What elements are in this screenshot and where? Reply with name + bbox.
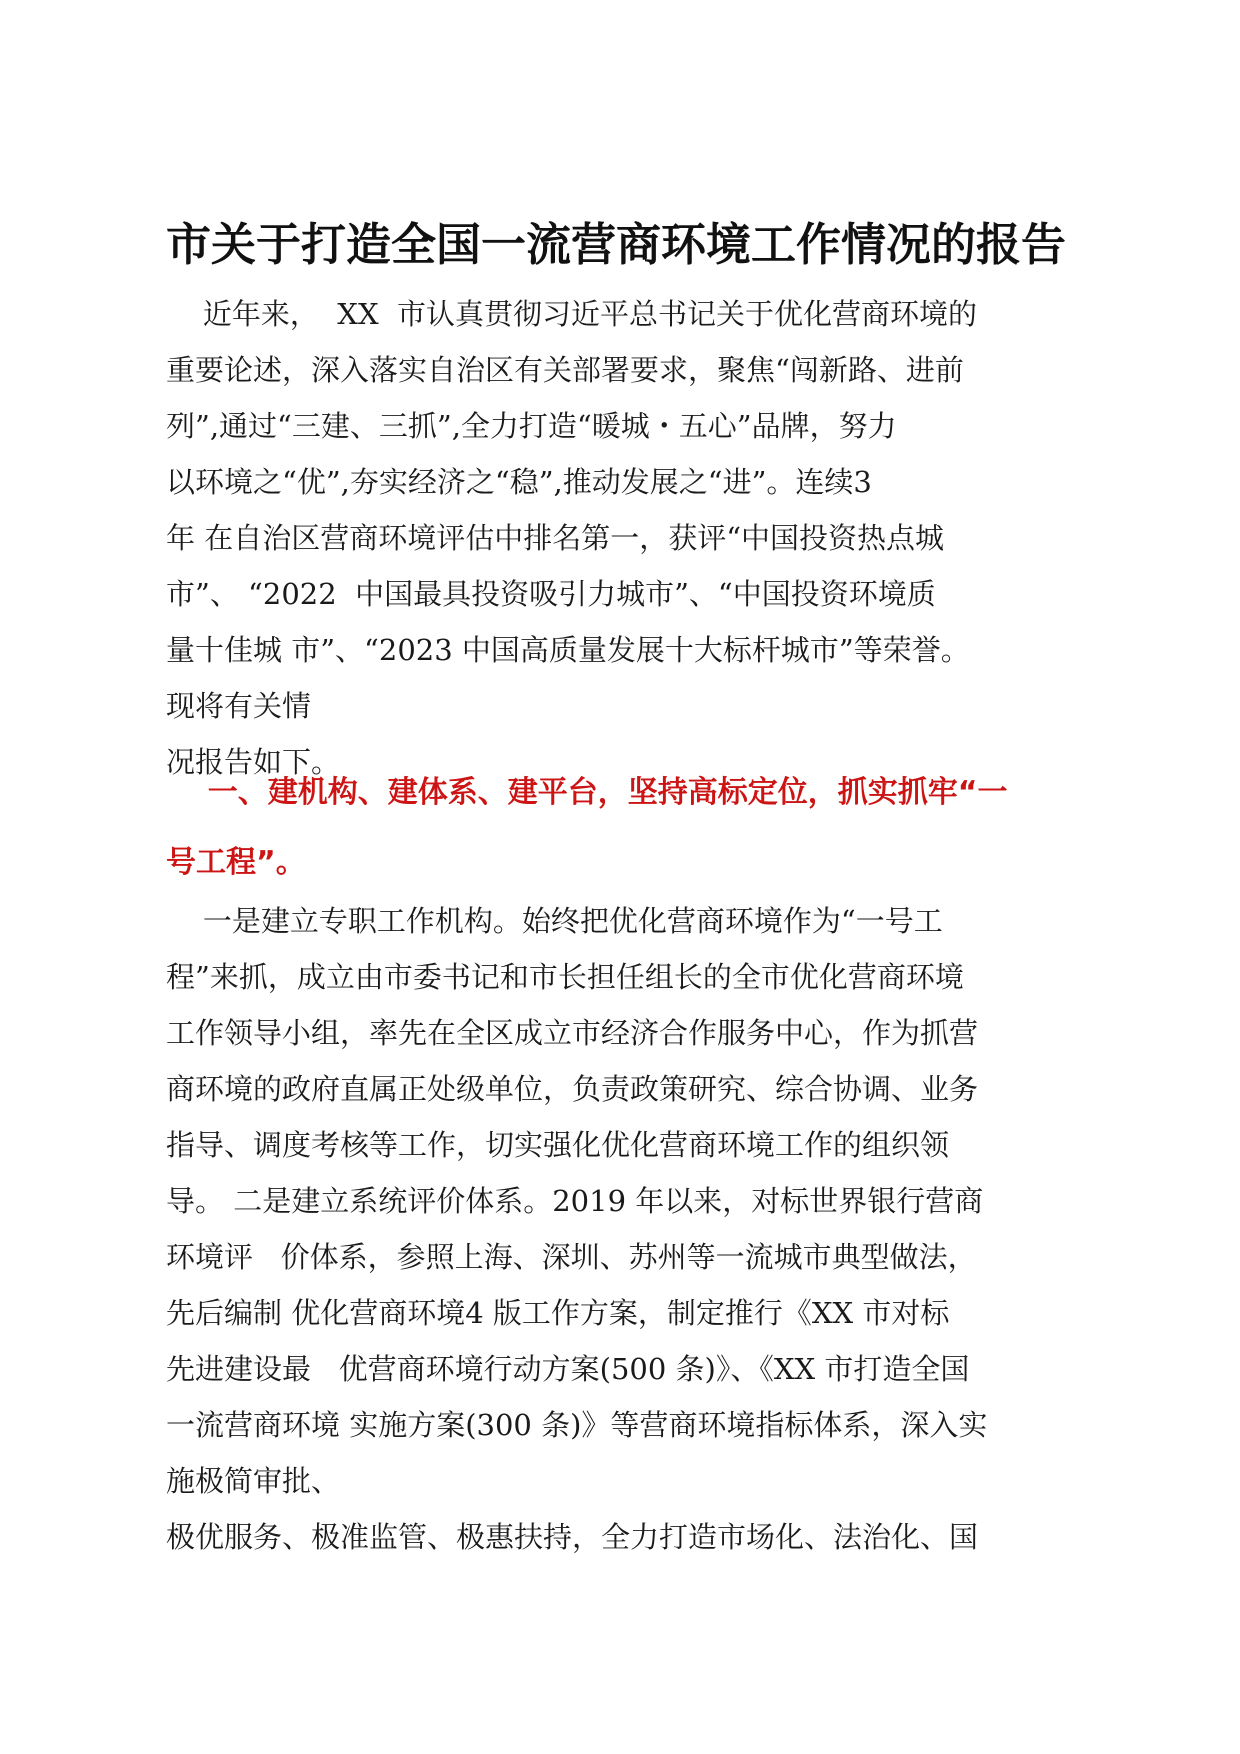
text-line: 导。 二是建立系统评价体系。2019 年以来，对标世界银行营商: [166, 1184, 984, 1218]
text-line: 量十佳城 市”、“2023 中国高质量发展十大标杆城市”等荣誉。: [166, 633, 970, 667]
text-line: 先进建设最 优营商环境行动方案(500 条)》、《XX 市打造全国: [166, 1352, 970, 1386]
text-line: 一是建立专职工作机构。始终把优化营商环境作为“一号工: [166, 904, 943, 938]
text-line: 先后编制 优化营商环境4 版工作方案，制定推行《XX 市对标: [166, 1296, 950, 1330]
text-line: 程”来抓，成立由市委书记和市长担任组长的全市优化营商环境: [166, 960, 964, 994]
section-heading: [166, 758, 1096, 898]
text-line: 环境评 价体系，参照上海、深圳、苏州等一流城市典型做法，: [166, 1240, 977, 1274]
text-line: 列”,通过“三建、三抓”,全力打造“暖城・五心”品牌，努力: [166, 409, 897, 443]
intro-paragraph: [166, 286, 1096, 790]
text-line: 况报告如下。: [166, 745, 341, 779]
text-line: 施极简审批、: [166, 1464, 341, 1498]
heading-line: 一、建机构、建体系、建平台，坚持高标定位，抓实抓牢“一: [166, 775, 1008, 810]
text-line: 年 在自治区营商环境评估中排名第一，获评“中国投资热点城: [166, 521, 945, 555]
heading-line: 号工程”。: [166, 845, 306, 880]
text-line: 商环境的政府直属正处级单位，负责政策研究、综合协调、业务: [166, 1072, 979, 1106]
text-line: 指导、调度考核等工作，切实强化优化营商环境工作的组织领: [166, 1128, 950, 1162]
document-title: 市关于打造全国一流营商环境工作情况的报告: [166, 218, 1067, 271]
text-line: 工作领导小组，率先在全区成立市经济合作服务中心，作为抓营: [166, 1016, 979, 1050]
text-line: 一流营商环境 实施方案(300 条)》等营商环境指标体系，深入实: [166, 1408, 988, 1442]
text-line: 极优服务、极准监管、极惠扶持，全力打造市场化、法治化、国: [166, 1520, 979, 1554]
section-1-paragraph: [166, 893, 1096, 1565]
text-line: 近年来， XX 市认真贯彻习近平总书记关于优化营商环境的: [166, 297, 978, 331]
text-line: 现将有关情: [166, 689, 312, 723]
text-line: 重要论述，深入落实自治区有关部署要求，聚焦“闯新路、进前: [166, 353, 964, 387]
text-line: 以环境之“优”,夯实经济之“稳”,推动发展之“进”。连续3: [166, 465, 872, 499]
text-line: 市”、 “2022 中国最具投资吸引力城市”、“中国投资环境质: [166, 577, 936, 611]
